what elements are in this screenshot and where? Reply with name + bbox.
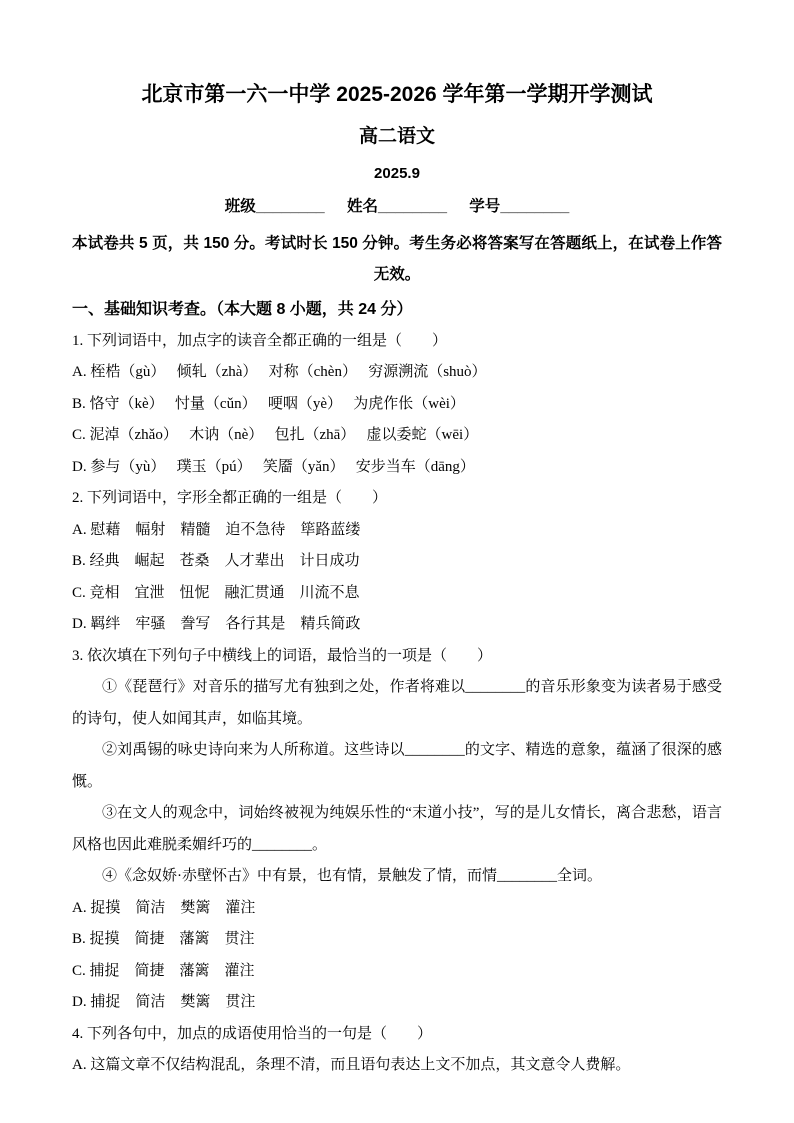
question-1-option-c: C. 泥淖（zhǎo） 木讷（nè） 包扎（zhā） 虚以委蛇（wēi） — [72, 427, 479, 443]
section-heading: 一、基础知识考查。（本大题 8 小题，共 24 分） — [72, 301, 413, 318]
exam-instructions: 本试卷共 5 页，共 150 分。考试时长 150 分钟。考生务必将答案写在答题纸上，在试卷上作答无效。 — [72, 235, 722, 283]
class-field — [225, 198, 325, 215]
question-4-stem: 4. 下列各句中，加点的成语使用恰当的一句是（ ） — [72, 1025, 433, 1042]
question-3-option-d: D. 捕捉 简洁 樊篱 贯注 — [72, 994, 256, 1010]
question-4-option-a: A. 这篇文章不仅结构混乱，条理不清，而且语句表达上文不加点，其文意令人费解。 — [72, 1057, 631, 1073]
question-2-option-b: B. 经典 崛起 苍桑 人才辈出 计日成功 — [72, 553, 360, 569]
question-2-option-d: D. 羁绊 牢骚 誊写 各行其是 精兵简政 — [72, 616, 361, 632]
class-label: 班级 — [224, 198, 256, 215]
question-3-stem: 3. 依次填在下列句子中横线上的词语，最恰当的一项是（ ） — [72, 647, 493, 664]
name-label: 姓名 — [347, 198, 379, 215]
student-id-field — [469, 198, 569, 215]
student-id-blank: ________ — [500, 198, 570, 215]
question-3-option-b: B. 捉摸 简捷 藩篱 贯注 — [72, 931, 255, 947]
class-blank: ________ — [255, 198, 325, 215]
question-3-option-c: C. 捕捉 简捷 藩篱 灌注 — [72, 962, 255, 979]
question-2-option-a: A. 慰藉 幅射 精髓 迫不急待 筚路蓝缕 — [72, 521, 361, 538]
question-2-stem: 2. 下列词语中，字形全都正确的一组是（ ） — [72, 490, 388, 506]
question-2 — [72, 483, 722, 641]
question-3-sentence-1: ①《琵琶行》对音乐的描写尤有独到之处，作者将难以________的音乐形象变为读者易于感受的诗句，使人如闻其声，如临其境。 — [72, 679, 722, 727]
student-info-line — [72, 196, 722, 218]
question-2-option-c: C. 竞相 宜泄 忸怩 融汇贯通 川流不息 — [72, 584, 360, 601]
page-title: 北京市第一六一中学 2025-2026 学年第一学期开学测试 — [141, 83, 653, 106]
question-3-sentence-2: ②刘禹锡的咏史诗向来为人所称道。这些诗以________的文字、精选的意象，蕴涵了很深的感慨。 — [72, 742, 722, 790]
student-id-label: 学号 — [469, 198, 501, 215]
question-3-sentence-4: ④《念奴娇·赤壁怀古》中有景，也有情，景触发了情，而情________全词。 — [102, 868, 602, 884]
question-1 — [72, 326, 722, 484]
exam-date: 2025.9 — [374, 165, 420, 182]
name-field — [347, 198, 447, 215]
question-1-option-b: B. 恪守（kè） 忖量（cǔn） 哽咽（yè） 为虎作伥（wèi） — [72, 395, 465, 412]
name-blank: ________ — [378, 198, 447, 215]
question-3-option-a: A. 捉摸 简洁 樊篱 灌注 — [72, 899, 256, 916]
subject-title: 高二语文 — [358, 126, 435, 147]
question-3 — [72, 641, 722, 1019]
question-3-sentence-3: ③在文人的观念中，词始终被视为纯娱乐性的“末道小技”，写的是儿女情长，离合悲愁，语言风格也因此难脱柔媚纤巧的________。 — [72, 805, 722, 853]
question-1-option-a: A. 桎梏（gù） 倾轧（zhà） 对称（chèn） 穷源溯流（shuò） — [72, 364, 487, 380]
exam-body — [72, 294, 722, 1082]
question-4 — [72, 1019, 722, 1082]
question-1-option-d: D. 参与（yù） 璞玉（pú） 笑靥（yǎn） 安步当车（dāng） — [72, 458, 475, 475]
question-1-stem: 1. 下列词语中，加点字的读音全都正确的一组是（ ） — [72, 332, 448, 349]
